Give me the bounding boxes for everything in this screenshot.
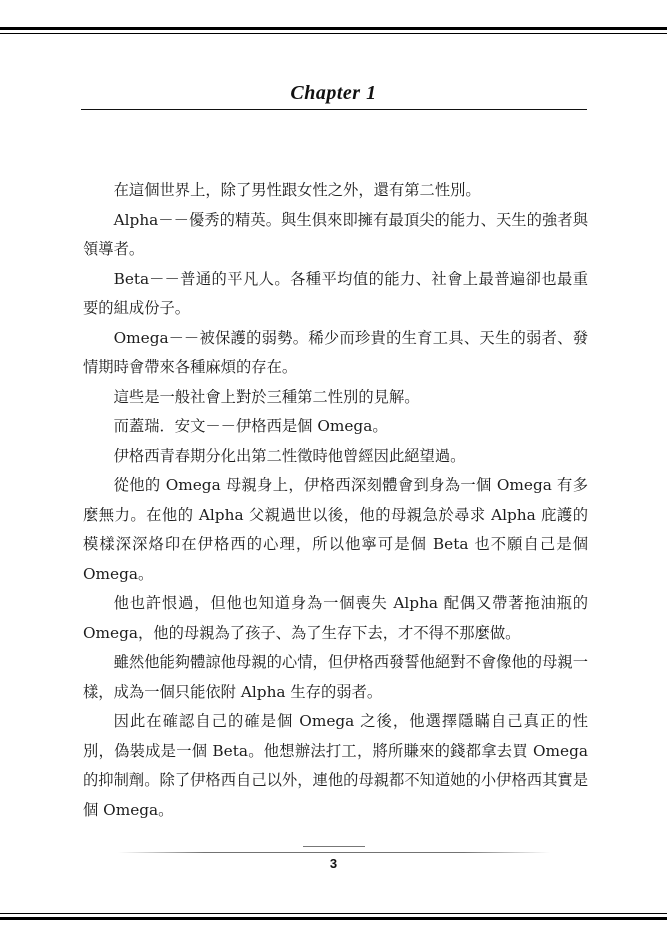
paragraph: Alpha－－優秀的精英。與生俱來即擁有最頂尖的能力、天生的強者與領導者。: [83, 210, 588, 258]
bottom-border-thin: [0, 913, 667, 914]
paragraph: 雖然他能夠體諒他母親的心情，但伊格西發誓他絕對不會像他的母親一樣，成為一個只能依附 Alpha 生存的弱者。: [83, 653, 588, 701]
paragraph: 在這個世界上，除了男性跟女性之外，還有第二性別。: [113, 181, 481, 199]
paragraph: 這些是一般社會上對於三種第二性別的見解。: [113, 387, 420, 406]
footer-divider: [118, 852, 550, 853]
top-border-thick: [0, 27, 667, 30]
page-number: 3: [329, 856, 338, 871]
body-text: [83, 176, 588, 825]
paragraph: 而蓋瑞．安文－－伊格西是個 Omega。: [113, 417, 388, 435]
paragraph: Beta－－普通的平凡人。各種平均值的能力、社會上最普遍卻也最重要的組成份子。: [83, 269, 588, 317]
top-border-thin: [0, 33, 667, 34]
paragraph: 他也許恨過，但他也知道身為一個喪失 Alpha 配偶又帶著拖油瓶的 Omega，他的母親為了孩子、為了生存下去，才不得不那麼做。: [83, 594, 588, 642]
paragraph: 從他的 Omega 母親身上，伊格西深刻體會到身為一個 Omega 有多麼無力。在他的 Alpha 父親過世以後，他的母親急於尋求 Alpha 庇護的模樣深深烙印在伊格西的心理，所以他寧可是個 Beta 也不願自己是個 Omega。: [83, 476, 588, 583]
chapter-title-underline: [81, 109, 587, 110]
chapter-title: Chapter 1: [290, 82, 377, 104]
paragraph: 因此在確認自己的確是個 Omega 之後，他選擇隱瞞自己真正的性別，偽裝成是一個 Beta。他想辦法打工，將所賺來的錢都拿去買 Omega 的抑制劑。除了伊格西自己以外，連他的母親都不知道她的小伊格西其實是個 Omega。: [83, 712, 588, 819]
paragraph: Omega－－被保護的弱勢。稀少而珍貴的生育工具、天生的弱者、發情期時會帶來各種麻煩的存在。: [83, 328, 588, 376]
footer-ornament-line: [303, 846, 365, 847]
bottom-border-thick: [0, 917, 667, 920]
paragraph: 伊格西青春期分化出第二性徵時他曾經因此絕望過。: [113, 446, 466, 465]
